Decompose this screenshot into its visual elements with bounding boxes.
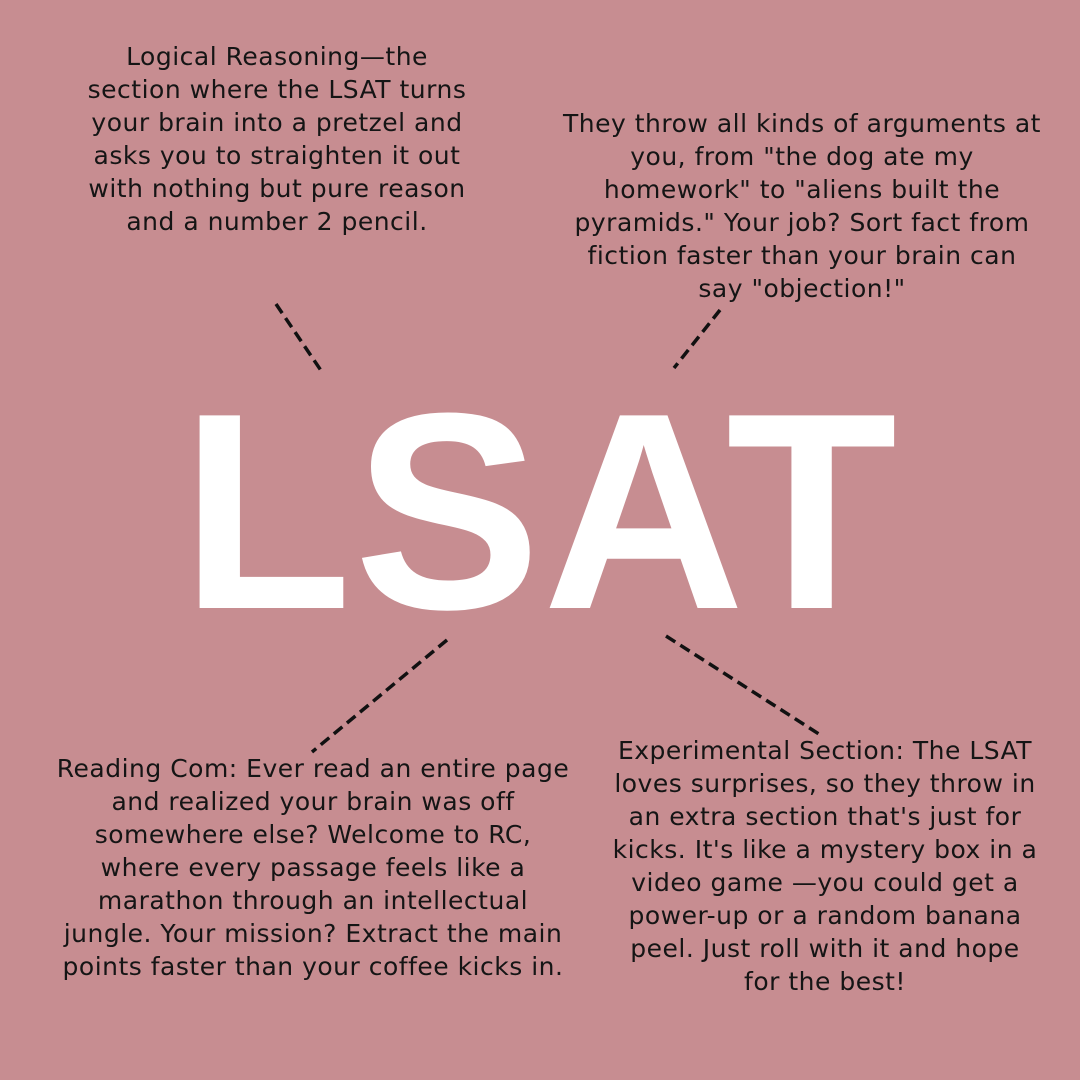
arguments-text: They throw all kinds of arguments at you, from "the dog ate my homework" to "aliens built the pyramids." Your job? Sort fact from fiction faster than your brain can say "objection!" <box>563 109 1041 303</box>
logical-reasoning-text: Logical Reasoning—the section where the LSAT turns your brain into a pretzel and asks you to straighten it out with nothing but pure reason and a number 2 pencil. <box>87 42 467 236</box>
lsat-title: LSAT <box>180 356 900 668</box>
reading-comprehension-text: Reading Com: Ever read an entire page and realized your brain was off somewhere else? Welcome to RC, where every passage feels like a marathon through an intellectual jungle. Your mission? Extract the main points faster than your coffee kicks in. <box>56 754 570 981</box>
experimental-section-text: Experimental Section: The LSAT loves surprises, so they throw in an extra section that's just for kicks. It's like a mystery box in a video game —you could get a power-up or a random banana peel. Just roll with it and hope for the best! <box>612 736 1038 996</box>
